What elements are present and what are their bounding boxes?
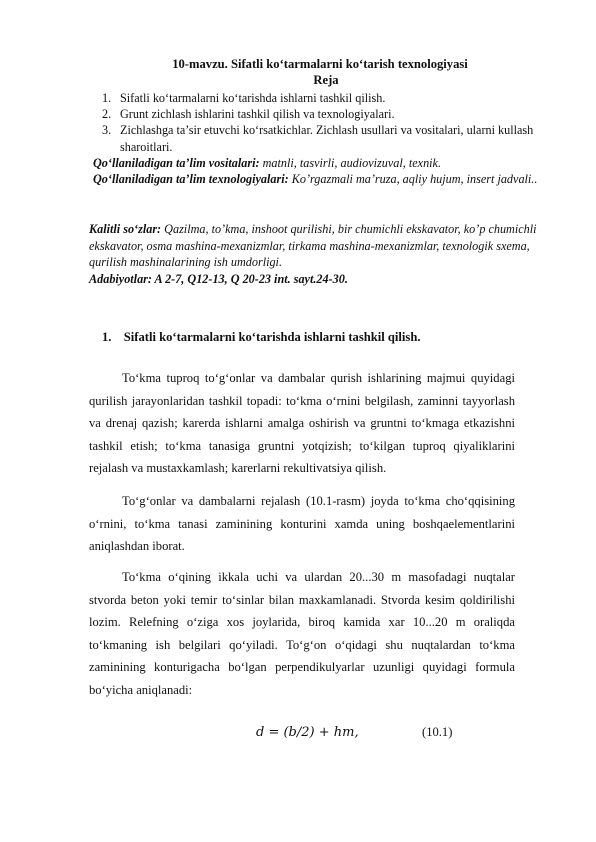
formula: d = (b/2) + hm, xyxy=(256,725,359,740)
teaching-technologies-value: Ko’rgazmali ma’ruza, aqliy hujum, insert jadvali.. xyxy=(288,172,538,186)
paragraph xyxy=(89,566,515,701)
references xyxy=(89,271,549,288)
teaching-technologies-label: Qo‘llaniladigan ta’lim texnologiyalari: xyxy=(93,172,289,186)
paragraph xyxy=(89,490,515,558)
section-number: 1. xyxy=(102,330,112,344)
teaching-tools-value: matnli, tasvirli, audiovizuval, texnik. xyxy=(259,156,442,170)
keywords xyxy=(89,221,549,271)
keywords-value: Qazilma, to’kma, inshoot qurilishi, bir chumichli ekskavator, ko’p chumichli ekskavator, osma mashina-mexanizmlar, tirkama mashina-mexanizmlar, texnologik sxema, qurilish mashinalarining ish umdorligi. xyxy=(89,222,537,269)
teaching-tools-label: Qo‘llaniladigan ta’lim vositalari: xyxy=(93,156,260,170)
plan-item xyxy=(102,90,542,106)
references-text: Adabiyotlar: A 2-7, Q12-13, Q 20-23 int. sayt.24-30. xyxy=(89,272,348,286)
paragraph-text: To‘kma tuproq to‘g‘onlar va dambalar qurish ishlarining majmui quyidagi qurilish jarayonlaridan tashkil topadi: to‘kma o‘rnini belgilash, zaminni tayyorlash va drenaj qazish; karerda ishlarni amalga oshirish va gruntni to‘kmaga etkazishni tashkil etish; to‘kma tanasiga gruntni yotqizish; to‘kilgan tuproq qiyaliklarini rejalash va mustaxkamlash; karerlarni rekultivatsiya qilish. xyxy=(89,371,515,475)
plan-item-number: 1. xyxy=(102,91,112,105)
section-heading xyxy=(102,330,420,345)
plan-item xyxy=(102,106,542,122)
plan-item-number: 3. xyxy=(102,123,112,138)
paragraph xyxy=(89,367,515,480)
section-title: Sifatli ko‘tarmalarni ko‘tarishda ishlarni tashkil qilish. xyxy=(123,330,421,344)
paragraph-text: To‘g‘onlar va dambalarni rejalash (10.1-rasm) joyda to‘kma cho‘qqisining o‘rnini, to‘kma tanasi zaminining konturini xamda uning boshqaelementlarini aniqlashdan iborat. xyxy=(89,494,515,553)
plan-item-text: Zichlashga ta’sir etuvchi ko‘rsatkichlar. Zichlash usullari va vositalari, ularni kullash sharoitlari. xyxy=(120,123,534,154)
teaching-technologies xyxy=(89,171,549,188)
paragraph-text: To‘kma o‘qining ikkala uchi va ulardan 20...30 m masofadagi nuqtalar stvorda beton yoki temir to‘sinlar bilan maxkamlanadi. Stvorda kesim qoldirilishi lozim. Relefning o‘ziga xos joylarida, biroq kamida xar 10...20 m oraliqda to‘kmaning ish belgilari qo‘yiladi. To‘g‘on o‘qidagi shu nuqtalardan to‘kma zaminining konturigacha bo‘lgan perpendikulyarlar uzunligi quyidagi formula bo‘yicha aniqlanadi: xyxy=(89,570,515,697)
formula-number: (10.1) xyxy=(422,725,453,739)
plan-item-text: Sifatli ko‘tarmalarni ko‘tarishda ishlarni tashkil qilish. xyxy=(120,91,386,105)
plan-item-number: 2. xyxy=(102,107,112,122)
plan-list xyxy=(102,90,542,155)
plan-heading: Reja xyxy=(313,73,339,87)
topic-title: 10-mavzu. Sifatli ko‘tarmalarni ko‘tarish texnologiyasi xyxy=(172,57,468,71)
plan-item xyxy=(102,122,542,154)
keywords-label: Kalitli so‘zlar: xyxy=(89,222,162,236)
teaching-tools xyxy=(93,155,553,172)
plan-item-text: Grunt zichlash ishlarini tashkil qilish va texnologiyalari. xyxy=(120,107,395,122)
